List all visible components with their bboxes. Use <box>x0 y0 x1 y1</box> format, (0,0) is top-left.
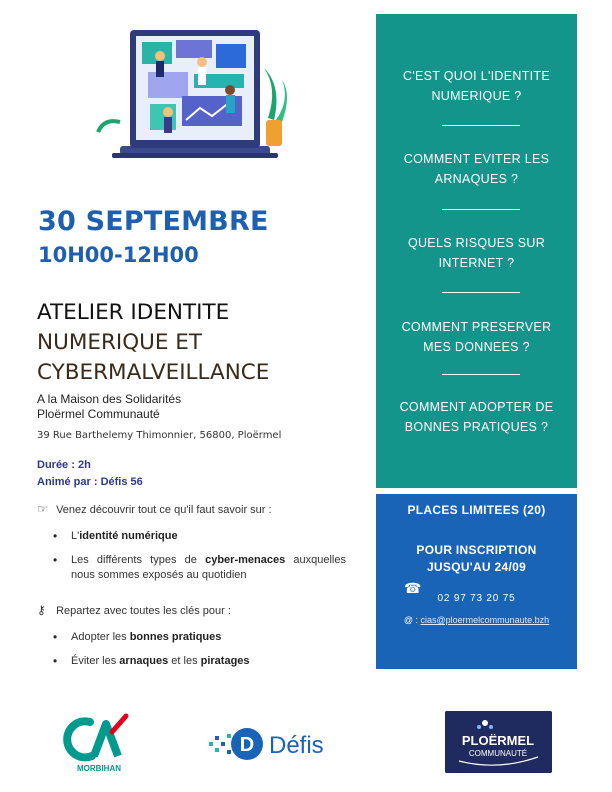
event-date: 30 SEPTEMBRE <box>38 206 269 237</box>
event-host: Animé par : Défis 56 <box>37 476 143 488</box>
section1-list <box>53 529 346 592</box>
event-address: 39 Rue Barthelemy Thimonnier, 56800, Ploërmel <box>37 430 282 441</box>
inscription-deadline: POUR INSCRIPTION JUSQU'AU 24/09 <box>416 543 537 574</box>
telephone-icon: ☎ <box>404 580 422 596</box>
section1-intro <box>37 502 272 516</box>
event-meta <box>37 457 143 491</box>
email-link[interactable]: cias@ploermelcommunaute.bzh <box>420 615 550 625</box>
section1-intro-text: Venez découvrir tout ce qu'il faut savoir sur : <box>56 504 272 516</box>
place-line-1: A la Maison des Solidarités <box>37 392 182 406</box>
list-item: • Éviter les arnaques et les piratages <box>53 654 346 669</box>
event-title <box>37 298 269 388</box>
list-item: • Les différents types de cyber-menaces auxquelles nous sommes exposés au quotidien <box>53 553 346 583</box>
title-line-2: NUMERIQUE ET <box>37 330 203 355</box>
defis-name: Défis <box>269 732 324 759</box>
separator <box>442 125 520 126</box>
place-line-2: Ploërmel Communauté <box>37 407 160 421</box>
credit-agricole-logo <box>60 712 138 774</box>
svg-text:PLOËRMEL: PLOËRMEL <box>461 733 535 748</box>
separator <box>442 292 520 293</box>
email-line <box>376 615 577 625</box>
event-time: 10H00-12H00 <box>38 243 199 267</box>
title-line-1: ATELIER IDENTITE <box>37 300 230 325</box>
email-prefix: @ : <box>403 615 421 625</box>
ca-subtitle: MORBIHAN <box>77 764 121 773</box>
places-limited: PLACES LIMITEES (20) <box>407 503 546 517</box>
defis-logo <box>205 720 345 770</box>
key-icon: ⚷ <box>37 603 46 617</box>
question-1: C'EST QUOI L'IDENTITE NUMERIQUE ? <box>403 69 550 103</box>
question-3: QUELS RISQUES SUR INTERNET ? <box>407 236 546 270</box>
event-place <box>37 392 181 422</box>
question-5: COMMENT ADOPTER DE BONNES PRATIQUES ? <box>399 400 554 434</box>
section2-intro <box>37 603 231 617</box>
svg-text:D: D <box>239 734 255 756</box>
question-2: COMMENT EVITER LES ARNAQUES ? <box>403 152 550 186</box>
questions-panel <box>376 14 577 488</box>
phone-number: 02 97 73 20 75 <box>437 593 516 604</box>
event-duration: Durée : 2h <box>37 459 91 471</box>
separator <box>442 209 520 210</box>
registration-panel <box>376 494 577 669</box>
section2-list <box>53 630 346 678</box>
section2-intro-text: Repartez avec toutes les clés pour : <box>56 605 231 617</box>
question-4: COMMENT PRESERVER MES DONNEES ? <box>401 320 552 354</box>
laptop-illustration <box>90 12 300 180</box>
ploermel-communaute-logo <box>445 711 552 773</box>
pointing-hand-icon: ☞ <box>37 502 48 516</box>
svg-text:COMMUNAUTÉ: COMMUNAUTÉ <box>468 749 528 758</box>
title-line-3: CYBERMALVEILLANCE <box>37 360 270 385</box>
list-item: • L'identité numérique <box>53 529 346 544</box>
separator <box>442 374 520 375</box>
list-item: • Adopter les bonnes pratiques <box>53 630 346 645</box>
